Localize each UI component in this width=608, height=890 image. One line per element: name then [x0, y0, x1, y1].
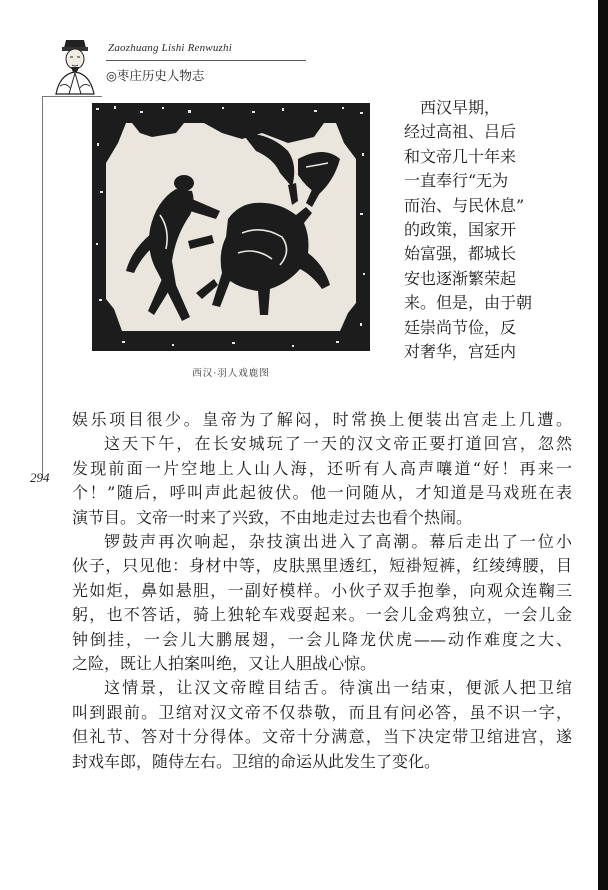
margin-rule-horizontal	[42, 96, 102, 97]
text-line: 叫到跟前。卫绾对汉文帝不仅恭敬，而且有问必答，虽不识一字，	[72, 702, 572, 722]
text-line: 演节目。文帝一时来了兴致，不由地走过去也看个热闹。	[72, 507, 473, 527]
text-line: 来。但是，由于朝	[404, 293, 533, 313]
text-line: 封戏车郎，随侍左右。卫绾的命运从此发生了变化。	[72, 751, 441, 771]
text-line: 发现前面一片空地上人山人海，还听有人高声嚷道“好！再来一	[72, 458, 572, 478]
series-title-cn: ◎枣庄历史人物志	[106, 68, 205, 83]
text-line: 但礼节、答对十分得体。文帝十分满意，当下决定带卫绾进宫，遂	[72, 727, 572, 747]
text-line: 娱乐项目很少。皇帝为了解闷，时常换上便装出宫走上几遭。	[72, 410, 572, 429]
header-rule	[106, 60, 306, 61]
text-line: 经过高祖、吕后	[404, 122, 517, 142]
page-number: 294	[30, 470, 50, 485]
text-line: 之险，既让人拍案叫绝，又让人胆战心惊。	[72, 654, 377, 674]
text-line: 这情景，让汉文帝瞠目结舌。待演出一结束，便派人把卫绾	[104, 678, 572, 698]
scholar-portrait-icon	[52, 36, 98, 96]
margin-rule-vertical	[42, 96, 43, 478]
body-text	[72, 408, 572, 774]
text-line: 钟倒挂，一会儿大鹏展翅，一会儿降龙伏虎——动作难度之大、	[72, 629, 572, 649]
text-line: 而治、与民休息”	[404, 195, 525, 215]
text-line: 这天下午，在长安城玩了一天的汉文帝正要打道回宫，忽然	[104, 434, 572, 454]
wrap-text-column	[404, 96, 554, 364]
figure-caption: 西汉·羽人戏鹿图	[192, 368, 270, 379]
text-line: 光如炬，鼻如悬胆，一副好模样。小伙子双手抱拳，向观众连鞠三	[72, 580, 572, 600]
text-line: 的政策，国家开	[404, 220, 517, 240]
text-line: 个！”随后，呼叫声此起彼伏。他一问随从，才知道是马戏班在表	[72, 483, 572, 503]
text-line: 安也逐渐繁荣起	[404, 268, 517, 288]
text-line: 西汉早期，	[404, 98, 501, 117]
text-line: 一直奉行“无为	[404, 171, 509, 191]
running-header	[48, 32, 308, 102]
series-title-en: Zaozhuang Lishi Renwuzhi	[108, 42, 232, 54]
text-line: 伙子，只见他：身材中等，皮肤黑里透红，短褂短裤，红绫缚腰，目	[72, 556, 572, 576]
text-line: 廷崇尚节俭，反	[404, 317, 517, 337]
text-line: 锣鼓声再次响起，杂技演出进入了高潮。幕后走出了一位小	[104, 532, 572, 552]
page-edge-border	[598, 0, 608, 890]
text-line: 始富强，都城长	[404, 244, 517, 264]
text-line: 和文帝几十年来	[404, 146, 517, 166]
text-line: 对奢华，宫廷内	[404, 342, 517, 362]
stone-rubbing-feathered-man-deer-icon	[92, 103, 370, 351]
text-line: 躬，也不答话，骑上独轮车戏耍起来。一会儿金鸡独立，一会儿金	[72, 605, 572, 625]
